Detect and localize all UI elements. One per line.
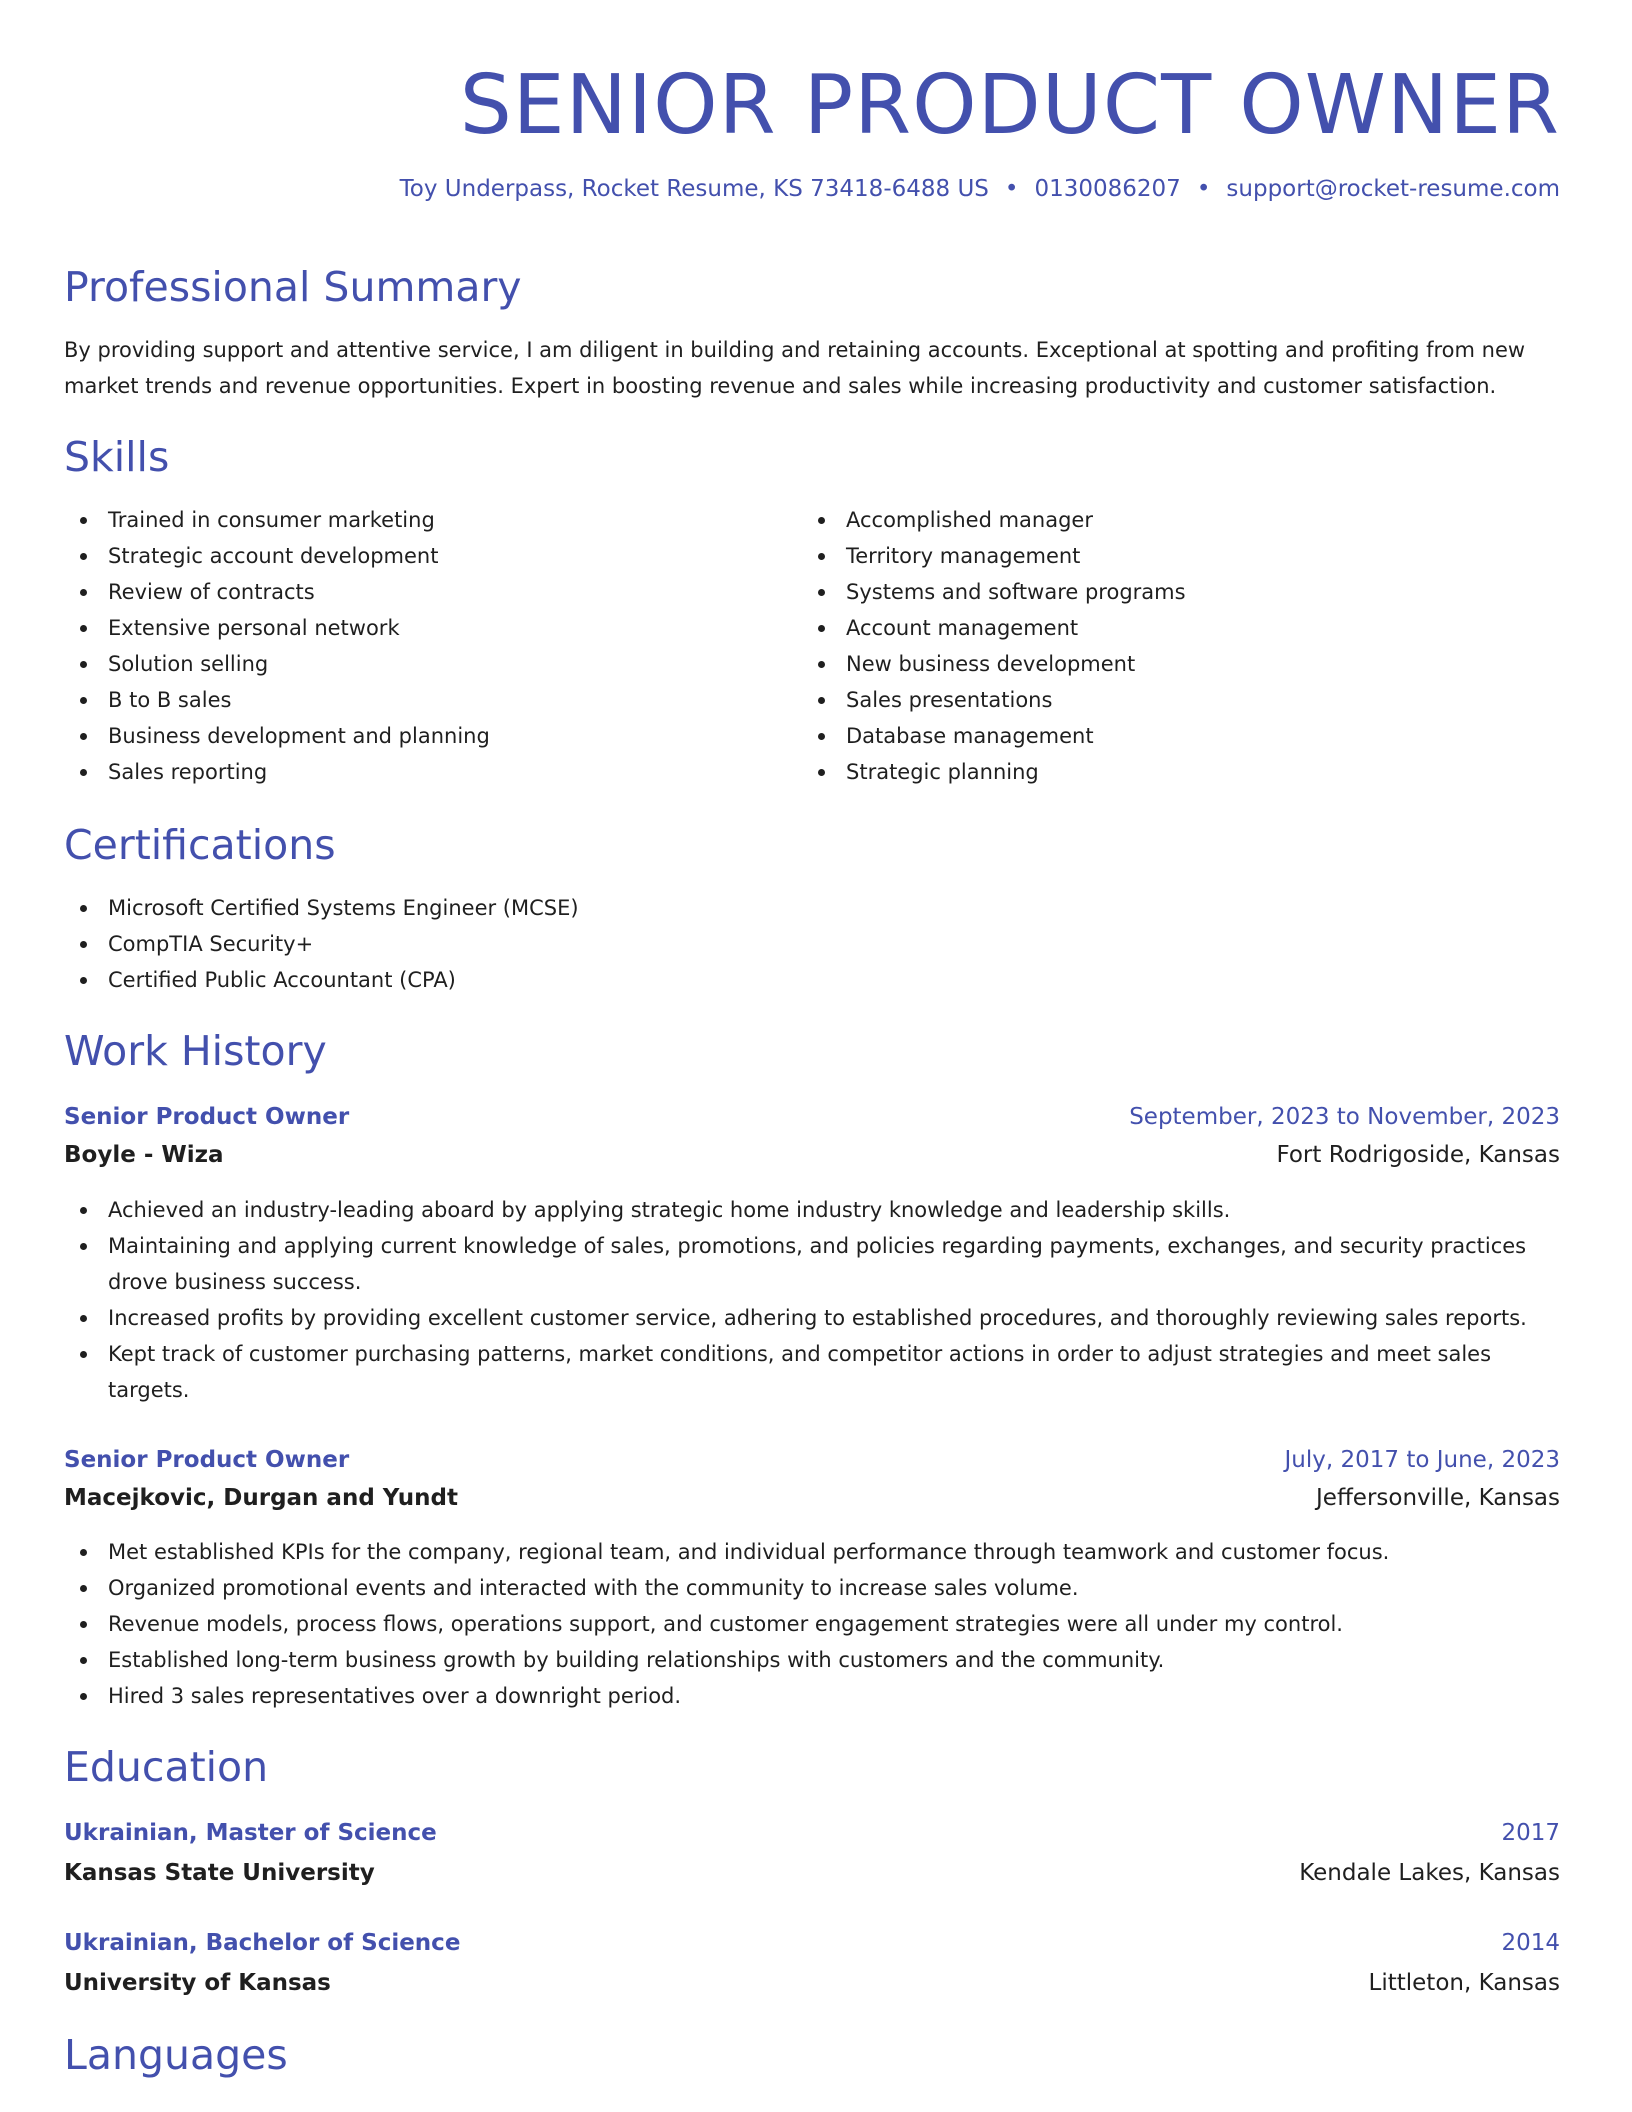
- list-item: Met established KPIs for the company, regional team, and individual performance through teamwork and customer focus.: [64, 1534, 1560, 1570]
- job-bullets: [64, 1534, 1560, 1714]
- list-item: Sales reporting: [64, 754, 764, 790]
- school-name: University of Kansas: [64, 1970, 331, 1996]
- job-company: Macejkovic, Durgan and Yundt: [64, 1485, 458, 1511]
- list-item: Established long-term business growth by building relationships with customers and the community.: [64, 1642, 1560, 1678]
- separator-dot: •: [1004, 176, 1019, 202]
- list-item: Strategic planning: [802, 754, 1542, 790]
- certifications-list: [64, 890, 1560, 998]
- list-item: Accomplished manager: [802, 502, 1542, 538]
- job-title-row: [64, 1098, 1560, 1136]
- degree-year: 2017: [1501, 1820, 1560, 1846]
- list-item: Territory management: [802, 538, 1542, 574]
- summary-text: By providing support and attentive service, I am diligent in building and retaining accounts. Exceptional at spotting and profiting from new market trends and revenue opportunities. Expert in boosting revenue and sales while increasing productivity and customer satisfaction.: [64, 338, 1526, 398]
- degree-row: [64, 1814, 1560, 1852]
- job-bullets: [64, 1192, 1560, 1408]
- list-item: Strategic account development: [64, 538, 764, 574]
- list-item: Hired 3 sales representatives over a downright period.: [64, 1678, 1560, 1714]
- summary-heading: Professional Summary: [64, 263, 522, 311]
- degree-year: 2014: [1501, 1930, 1560, 1956]
- skills-list-right: [802, 502, 1542, 790]
- education-heading: Education: [64, 1743, 269, 1791]
- list-item: Microsoft Certified Systems Engineer (MCSE): [64, 890, 1560, 926]
- list-item: B to B sales: [64, 682, 764, 718]
- list-item: Systems and software programs: [802, 574, 1542, 610]
- school-row: [64, 1854, 1560, 1892]
- list-item: Sales presentations: [802, 682, 1542, 718]
- address-text: Toy Underpass, Rocket Resume, KS 73418-6488 US: [399, 176, 989, 202]
- languages-heading: Languages: [64, 2031, 288, 2079]
- separator-dot: •: [1196, 176, 1211, 202]
- contact-line: [400, 176, 1560, 202]
- list-item: Review of contracts: [64, 574, 764, 610]
- list-item: Trained in consumer marketing: [64, 502, 764, 538]
- job-location: Jeffersonville, Kansas: [1316, 1485, 1560, 1511]
- list-item: Revenue models, process flows, operations support, and customer engagement strategies were all under my control.: [64, 1606, 1560, 1642]
- list-item: Kept track of customer purchasing patterns, market conditions, and competitor actions in order to adjust strategies and meet sales targets.: [64, 1336, 1560, 1408]
- school-location: Kendale Lakes, Kansas: [1299, 1860, 1560, 1886]
- page-title: SENIOR PRODUCT OWNER: [459, 58, 1560, 153]
- resume-page: [64, 0, 1560, 2079]
- skills-heading: Skills: [64, 433, 170, 481]
- list-item: Maintaining and applying current knowledge of sales, promotions, and policies regarding payments, exchanges, and security practices drove business success.: [64, 1228, 1560, 1300]
- list-item: Organized promotional events and interacted with the community to increase sales volume.: [64, 1570, 1560, 1606]
- list-item: CompTIA Security+: [64, 926, 1560, 962]
- job-dates: September, 2023 to November, 2023: [1129, 1104, 1560, 1130]
- job-company: Boyle - Wiza: [64, 1142, 224, 1168]
- list-item: Business development and planning: [64, 718, 764, 754]
- school-location: Littleton, Kansas: [1368, 1970, 1560, 1996]
- list-item: New business development: [802, 646, 1542, 682]
- school-row: [64, 1964, 1560, 2002]
- job-title-row: [64, 1441, 1560, 1479]
- skills-list-left: [64, 502, 764, 790]
- list-item: Database management: [802, 718, 1542, 754]
- degree-name: Ukrainian, Bachelor of Science: [64, 1930, 461, 1956]
- list-item: Achieved an industry-leading aboard by applying strategic home industry knowledge and leadership skills.: [64, 1192, 1560, 1228]
- list-item: Solution selling: [64, 646, 764, 682]
- list-item: Certified Public Accountant (CPA): [64, 962, 1560, 998]
- school-name: Kansas State University: [64, 1860, 375, 1886]
- list-item: Account management: [802, 610, 1542, 646]
- job-location: Fort Rodrigoside, Kansas: [1276, 1142, 1560, 1168]
- job-dates: July, 2017 to June, 2023: [1284, 1447, 1560, 1473]
- degree-name: Ukrainian, Master of Science: [64, 1820, 437, 1846]
- work-history-heading: Work History: [64, 1027, 327, 1075]
- list-item: Extensive personal network: [64, 610, 764, 646]
- phone-text: 0130086207: [1034, 176, 1181, 202]
- degree-row: [64, 1924, 1560, 1962]
- certifications-heading: Certifications: [64, 821, 336, 869]
- job-company-row: [64, 1136, 1560, 1174]
- job-title: Senior Product Owner: [64, 1447, 350, 1473]
- job-company-row: [64, 1479, 1560, 1517]
- list-item: Increased profits by providing excellent customer service, adhering to established procedures, and thoroughly reviewing sales reports.: [64, 1300, 1560, 1336]
- job-title: Senior Product Owner: [64, 1104, 350, 1130]
- email-link[interactable]: support@rocket-resume.com: [1226, 176, 1560, 202]
